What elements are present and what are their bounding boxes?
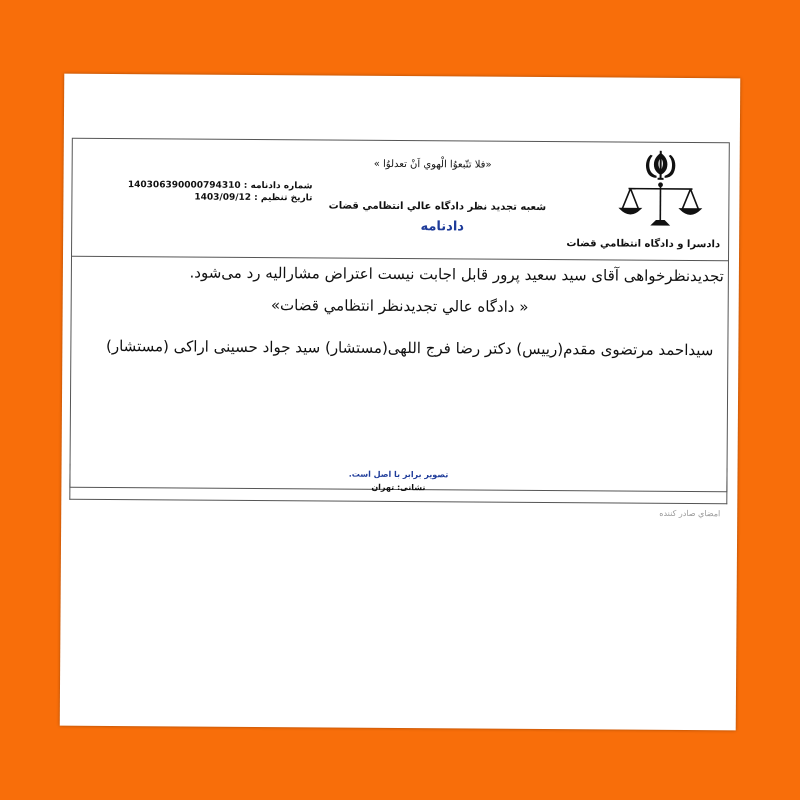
court-name: « دادگاه عالي تجديدنظر انتظامي قضات» bbox=[270, 296, 529, 316]
document-date: تاریخ تنظیم : 1403/09/12 bbox=[194, 192, 313, 204]
quran-verse: «فلا تتّبعوُا الْهوي اَنْ تعدلوُا » bbox=[373, 158, 492, 171]
document-page bbox=[60, 74, 741, 731]
document-meta bbox=[127, 179, 313, 204]
document-header bbox=[72, 139, 729, 262]
address: نشانی: تهران bbox=[371, 482, 426, 493]
judges-names: سیداحمد مرتضوی مقدم(رییس) دکتر رضا فرج اللهی(مستشار) سید جواد حسینی اراکی (مستشار) bbox=[105, 336, 714, 360]
document-frame bbox=[69, 138, 729, 519]
certified-copy-note: تصویر برابر با اصل است. bbox=[348, 469, 449, 480]
document-title: دادنامه bbox=[420, 219, 465, 235]
court-branch: شعبه تجدید نظر دادگاه عالي انتظامي قضات bbox=[328, 200, 547, 214]
iran-emblem-and-scales-of-justice-icon bbox=[614, 148, 707, 229]
document-footer bbox=[69, 464, 727, 505]
document-number: شماره دادنامه : 140306390000794310 bbox=[127, 180, 313, 192]
signer-label: امضاي صادر كننده bbox=[659, 508, 721, 519]
organization-name: دادسرا و دادگاه انتظامي قضات bbox=[566, 238, 721, 251]
verdict-text: تجدیدنظرخواهی آقای سید سعید پرور قابل اجابت نیست اعتراض مشارالیه رد می‌شود. bbox=[189, 263, 724, 286]
